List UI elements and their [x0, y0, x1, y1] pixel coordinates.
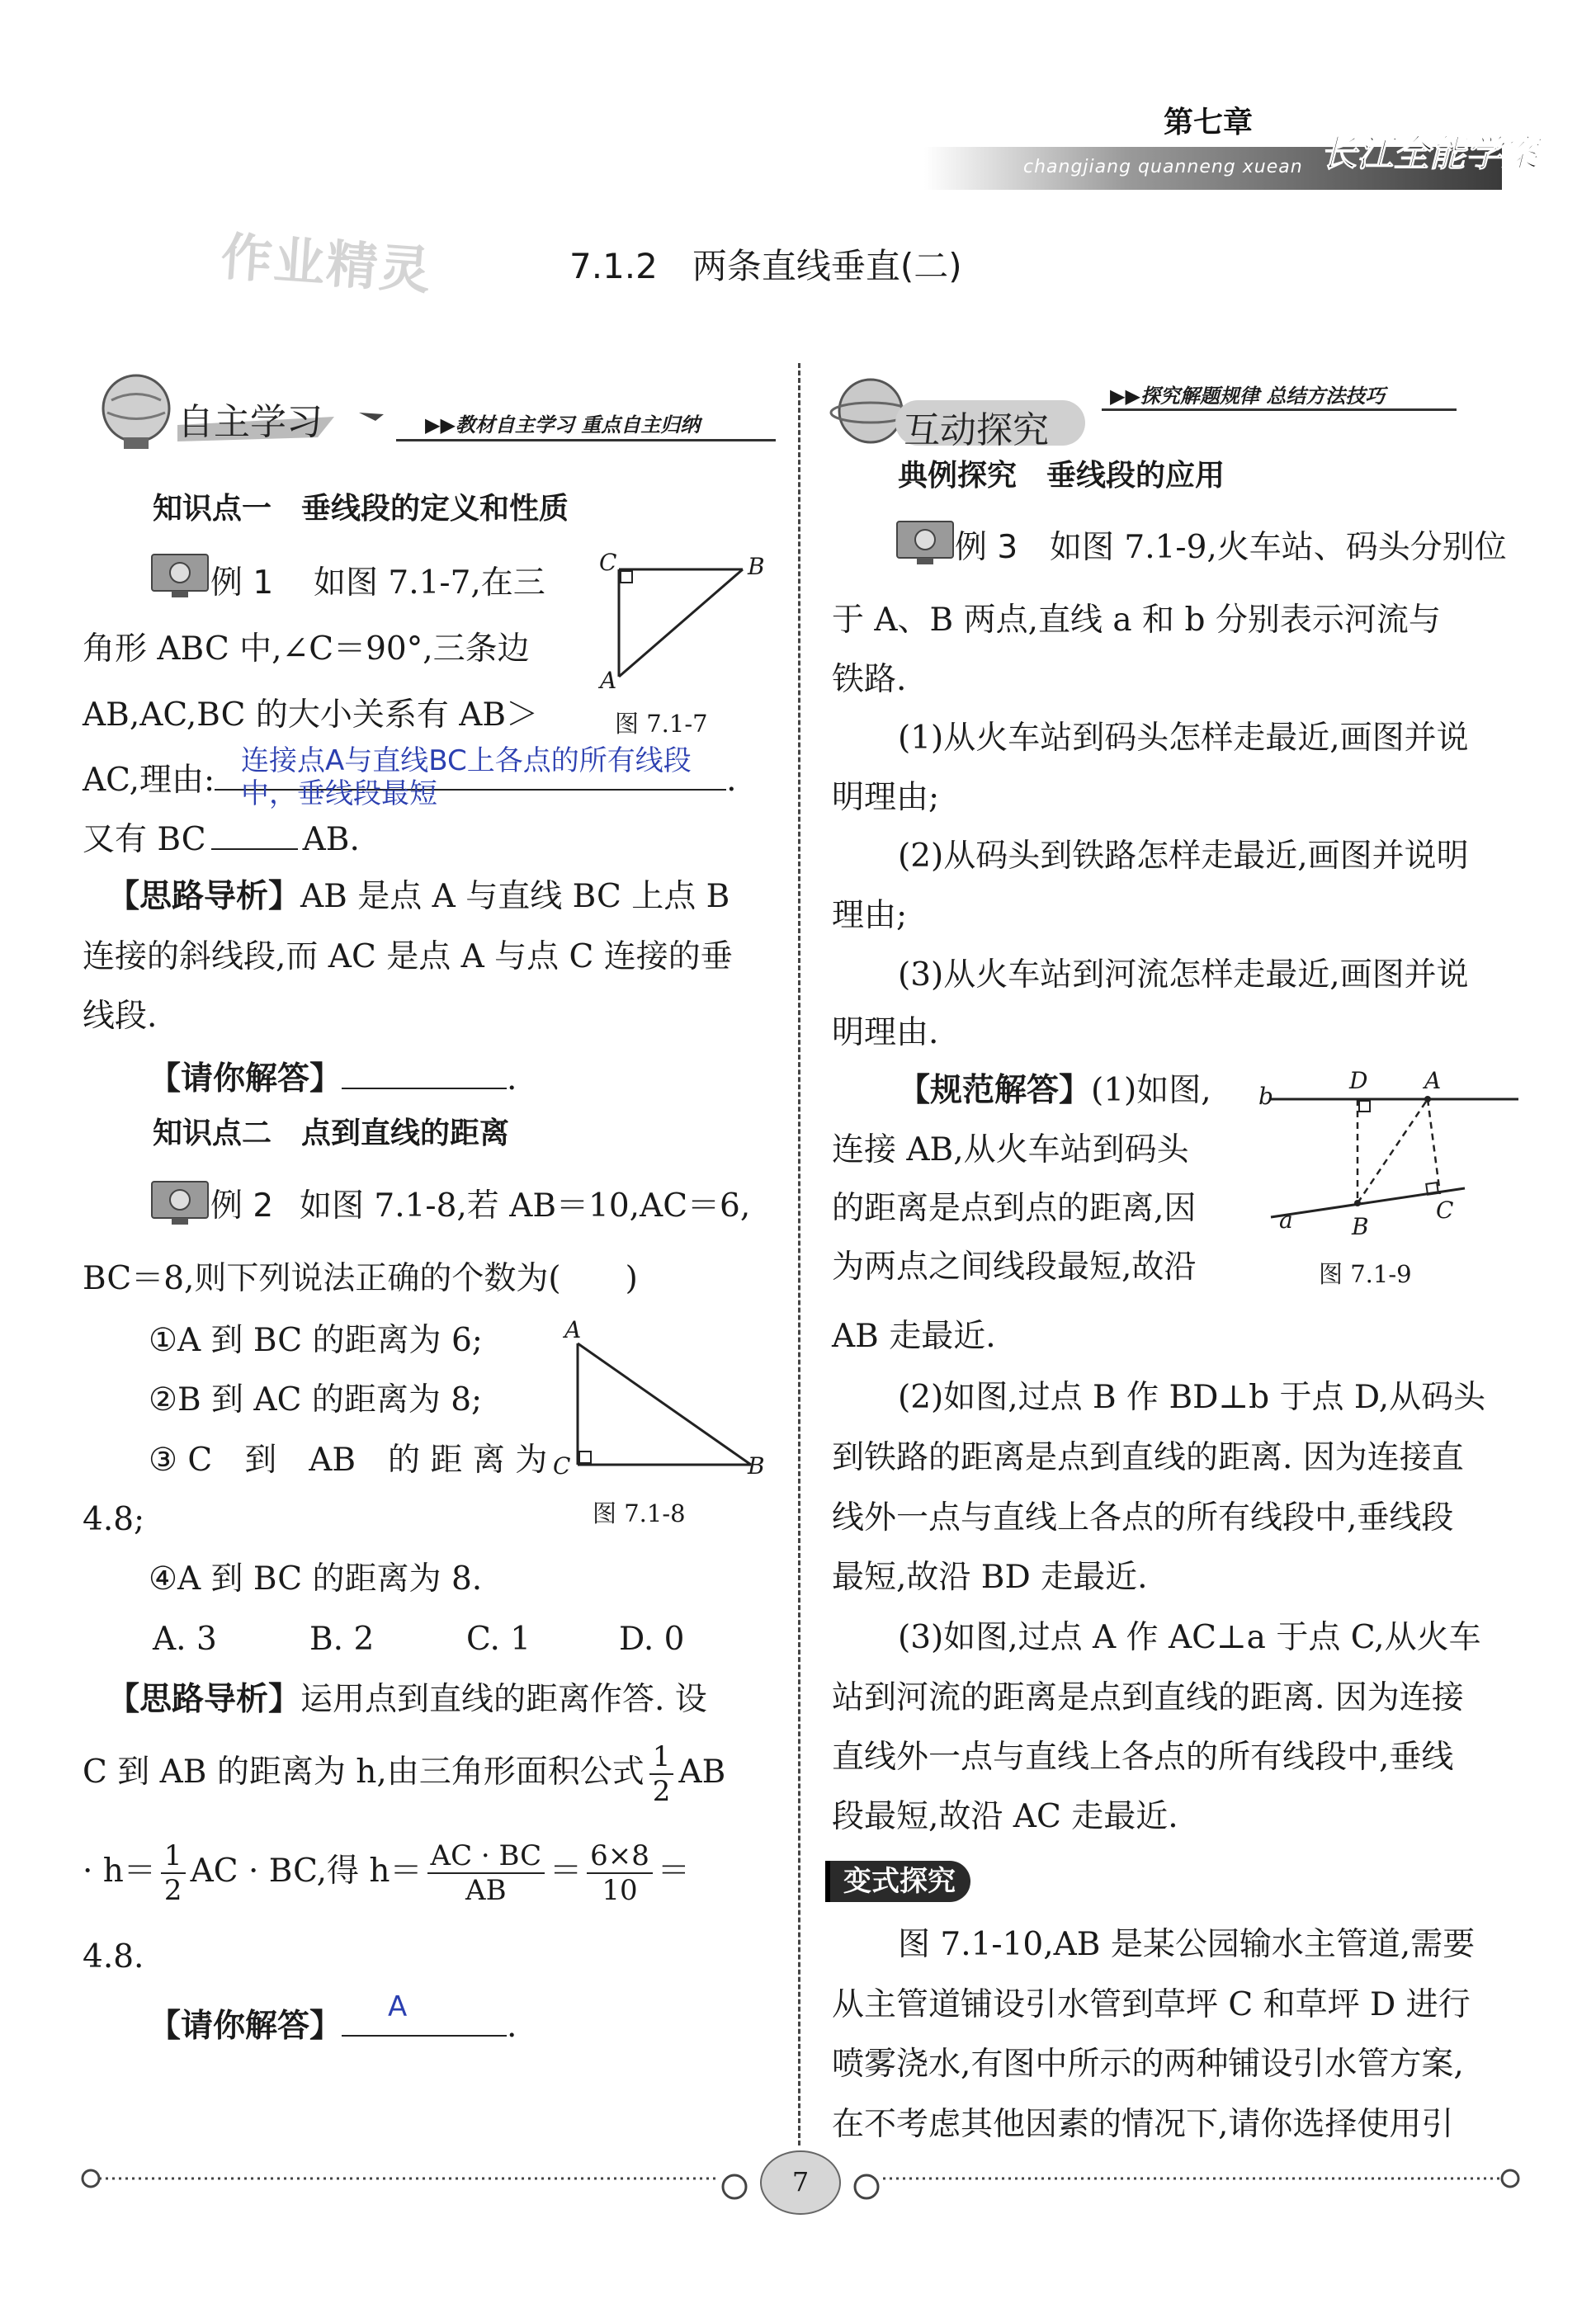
brand-logo: 长江全能学案: [1320, 133, 1538, 175]
fig8-caption: 图 7.1-8: [593, 1499, 686, 1527]
ex1-line4: AC,理由: .: [83, 759, 737, 799]
ex1-line5-a: 又有 BC: [83, 821, 206, 858]
k1-hint-label: 【思路导析】: [107, 878, 301, 915]
ex1-line4-text: AC,理由:: [83, 762, 215, 799]
variant-label-text: 变式探究: [843, 1865, 956, 1898]
banner-label: 互动探究: [904, 409, 1049, 451]
ex2-choice-B[interactable]: B. 2: [309, 1621, 375, 1658]
ex3-sol7: 到铁路的距离是点到直线的距离. 因为连接直: [832, 1439, 1464, 1476]
ex3-sol4: 为两点之间线段最短,故沿: [832, 1249, 1197, 1286]
k2-heading: 知识点二 点到直线的距离: [153, 1116, 510, 1150]
banner-label: 自主学习: [177, 401, 323, 443]
k1-hint-1: [107, 879, 730, 915]
ex2-line2: BC＝8,则下列说法正确的个数为( ): [83, 1260, 638, 1297]
fig7-label-B: B: [748, 553, 765, 580]
k2-hint-3a: · h＝: [83, 1853, 156, 1890]
variant-line3: 喷雾浇水,有图中所示的两种铺设引水管方案,: [832, 2046, 1464, 2083]
k1-hint-3: 线段.: [83, 998, 158, 1035]
ex3-sol9: 最短,故沿 BD 走最近.: [832, 1559, 1148, 1596]
fig9-label-a: a: [1279, 1206, 1293, 1234]
fraction-half: $\frac{1}{2}$: [649, 1740, 674, 1808]
brand-pinyin: changjiang quanneng xuean: [1023, 157, 1303, 177]
k2-hint-4: 4.8.: [83, 1938, 144, 1975]
ex2-option1: ①A 到 BC 的距离为 6;: [149, 1322, 483, 1359]
variant-line1: 图 7.1-10,AB 是某公园输水主管道,需要: [898, 1926, 1476, 1963]
ex3-q2: 于 A、B 两点,直线 a 和 b 分别表示河流与: [832, 602, 1441, 639]
ex3-q5: 明理由;: [832, 779, 940, 816]
ex2-option2: ②B 到 AC 的距离为 8;: [149, 1381, 483, 1418]
ex1-line2: 角形 ABC 中,∠C＝90°,三条边: [83, 630, 530, 668]
ex3-sol3: 的距离是点到点的距离,因: [832, 1190, 1197, 1227]
ex1-label: 例 1: [210, 564, 274, 602]
ex3-sol-label: 【规范解答】: [898, 1072, 1092, 1109]
k2-hint-3c: ＝: [550, 1853, 583, 1890]
ex3-sol13: 段最短,故沿 AC 走最近.: [832, 1798, 1178, 1835]
k1-answer-blank[interactable]: [342, 1058, 507, 1089]
k2-hint-text1: 运用点到直线的距离作答. 设: [300, 1681, 707, 1718]
fig7-label-C: C: [599, 549, 617, 576]
ex3-sol5: AB 走最近.: [832, 1318, 996, 1355]
fig9-label-A: A: [1424, 1067, 1442, 1094]
fig9-caption: 图 7.1-9: [1319, 1260, 1412, 1288]
ex1-line5-b: AB.: [302, 821, 360, 858]
fig7-label-A: A: [600, 667, 617, 694]
ex2-choice-C[interactable]: C. 1: [466, 1621, 531, 1658]
banner-tagline: ▶▶探究解题规律 总结方法技巧: [1110, 385, 1386, 408]
ex3-sol6: (2)如图,过点 B 作 BD⊥b 于点 D,从码头: [898, 1379, 1486, 1416]
k2-hint-3b: AC · BC,得 h＝: [190, 1853, 423, 1890]
watermark: 作业精灵: [219, 226, 434, 301]
ex2-choice-D[interactable]: D. 0: [619, 1621, 685, 1658]
ex3-sol12: 直线外一点与直线上各点的所有线段中,垂线: [832, 1739, 1454, 1776]
k2-hint-label: 【思路导析】: [107, 1681, 301, 1718]
ex3-sol10: (3)如图,过点 A 作 AC⊥a 于点 C,从火车: [898, 1619, 1481, 1656]
ex2-label: 例 2: [210, 1187, 274, 1225]
k1-hint-text1: AB 是点 A 与直线 BC 上点 B: [300, 878, 730, 915]
ex2-choice-A[interactable]: A. 3: [153, 1621, 217, 1658]
variant-label: [825, 1861, 970, 1902]
interactive-banner: [829, 363, 1518, 454]
ex1-line3: AB,AC,BC 的大小关系有 AB＞: [83, 696, 539, 734]
ex2-line1: 如图 7.1-8,若 AB＝10,AC＝6,: [300, 1187, 751, 1225]
fig8-label-A: A: [564, 1316, 582, 1343]
example-board-icon: [150, 1180, 210, 1228]
ex2-option4: ④A 到 BC 的距离为 8.: [149, 1560, 483, 1598]
handwritten-answer: A: [388, 1990, 408, 2023]
fraction-68: $\frac{6\times 8}{10}$: [587, 1839, 653, 1907]
figure-7-1-9: [1254, 1073, 1527, 1238]
ex3-q9: 明理由.: [832, 1014, 939, 1051]
right-subheading: 典例探究 垂线段的应用: [898, 459, 1225, 493]
k2-answer-blank[interactable]: [342, 2005, 507, 2037]
ex3-q8: (3)从火车站到河流怎样走最近,画图并说: [898, 956, 1469, 994]
fig8-label-B: B: [748, 1452, 765, 1480]
fig8-label-C: C: [553, 1452, 571, 1480]
banner-tagline: ▶▶教材自主学习 重点自主归纳: [425, 413, 701, 437]
k2-hint-2a: C 到 AB 的距离为 h,由三角形面积公式: [83, 1754, 645, 1791]
ex2-option3b: 4.8;: [83, 1501, 145, 1538]
example-board-icon: [150, 553, 210, 601]
k2-hint-1: [107, 1682, 707, 1718]
k1-hint-2: 连接的斜线段,而 AC 是点 A 与点 C 连接的垂: [83, 938, 733, 975]
ex3-q7: 理由;: [832, 897, 908, 934]
k2-hint-3d: ＝: [657, 1853, 690, 1890]
chapter-label: 第七章: [1164, 106, 1254, 139]
k2-hint-2b: AB: [678, 1754, 726, 1791]
ex1-line1: 如图 7.1-7,在三: [314, 564, 545, 602]
page-title: 7.1.2 两条直线垂直(二): [569, 246, 962, 286]
ex3-sol1: [898, 1073, 1211, 1109]
ex3-q4: (1)从火车站到码头怎样走最近,画图并说: [898, 720, 1469, 757]
figure-7-1-8: [553, 1320, 776, 1477]
k2-hint-3: [83, 1839, 690, 1905]
fraction-acbc: $\frac{AC \cdot BC}{AB}$: [427, 1839, 545, 1907]
ex3-q3: 铁路.: [832, 661, 907, 698]
k1-answer-label: 【请你解答】: [149, 1060, 342, 1097]
example-board-icon: [895, 520, 955, 568]
fraction-half-2: $\frac{1}{2}$: [161, 1839, 186, 1907]
fig9-label-C: C: [1436, 1197, 1454, 1224]
fig7-caption: 图 7.1-7: [615, 710, 708, 738]
variant-line4: 在不考虑其他因素的情况下,请你选择使用引: [832, 2106, 1454, 2143]
column-divider: [798, 363, 800, 2145]
ex3-label: 例 3: [955, 529, 1018, 566]
fig9-label-B: B: [1352, 1213, 1369, 1240]
ex3-q6: (2)从码头到铁路怎样走最近,画图并说明: [898, 838, 1469, 875]
ex3-sol8: 线外一点与直线上各点的所有线段中,垂线段: [832, 1499, 1454, 1536]
ex3-sol2: 连接 AB,从火车站到码头: [832, 1131, 1189, 1168]
answer-blank-compare[interactable]: [211, 819, 298, 850]
ex3-q1: 如图 7.1-9,火车站、码头分别位: [1050, 529, 1507, 566]
handwritten-reason: 连接点A与直线BC上各点的所有线段中，垂线段最短: [241, 744, 692, 810]
k2-hint-2: [83, 1739, 725, 1806]
k2-answer: 【请你解答】 .: [149, 2005, 517, 2045]
ex2-option3a: ③ C 到 AB 的 距 离 为: [149, 1442, 548, 1479]
self-study-banner: [87, 363, 776, 454]
k1-heading: 知识点一 垂线段的定义和性质: [153, 492, 569, 526]
banner-rule: [1102, 408, 1457, 411]
ex3-sol1-text: (1)如图,: [1091, 1072, 1211, 1109]
fig9-label-D: D: [1349, 1067, 1368, 1094]
k2-answer-label: 【请你解答】: [149, 2008, 342, 2045]
ex1-line5: [83, 819, 360, 858]
variant-line2: 从主管道铺设引水管到草坪 C 和草坪 D 进行: [832, 1986, 1471, 2023]
page-number: 7: [791, 2166, 810, 2197]
ex3-sol11: 站到河流的距离是点到直线的距离. 因为连接: [832, 1679, 1464, 1716]
banner-rule: [396, 439, 776, 441]
k1-answer: 【请你解答】 .: [149, 1058, 517, 1097]
fig9-label-b: b: [1258, 1083, 1273, 1110]
